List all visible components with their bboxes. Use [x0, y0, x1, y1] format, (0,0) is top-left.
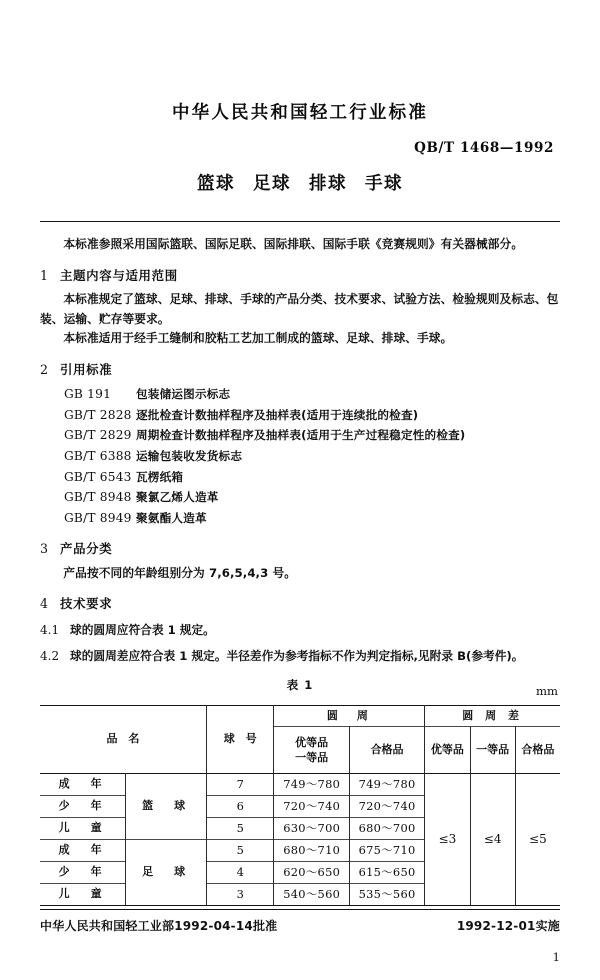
section-number-1: 1 — [40, 267, 49, 283]
reference-code: GB/T 2829 — [64, 428, 132, 443]
cell-diff-premium: ≤3 — [425, 773, 470, 905]
cell-circ-premium: 540～560 — [274, 883, 349, 905]
table-unit-label: mm — [536, 684, 558, 699]
clause-4-1 — [40, 621, 560, 640]
cell-circ-qualified: 680～700 — [349, 817, 424, 839]
reference-title: 瓦楞纸箱 — [136, 469, 184, 484]
cell-age-group: 少 年 — [40, 861, 126, 883]
reference-title: 周期检查计数抽样程序及抽样表(适用于生产过程稳定性的检查) — [136, 428, 466, 443]
reference-code: GB/T 6543 — [64, 469, 132, 484]
standard-number-row — [40, 137, 560, 156]
table-bottom-rule — [40, 905, 560, 906]
section-heading-2 — [40, 360, 560, 380]
header-circ-premium — [274, 726, 349, 773]
reference-title: 逐批检查计数抽样程序及抽样表(适用于连续批的检查) — [136, 407, 419, 422]
header-ball-number: 球 号 — [206, 705, 274, 773]
clause-number: 4.1 — [40, 622, 60, 637]
cell-age-group: 少 年 — [40, 795, 126, 817]
table-body — [40, 773, 560, 905]
list-item — [40, 467, 560, 488]
cell-diff-first: ≤4 — [470, 773, 515, 905]
list-item — [40, 487, 560, 508]
header-diff-premium: 优等品 — [425, 726, 470, 773]
reference-code: GB 191 — [64, 387, 112, 402]
cell-circ-premium: 720～740 — [274, 795, 349, 817]
section-number-4: 4 — [40, 596, 49, 612]
header-circ-premium-line2: 一等品 — [295, 750, 329, 764]
reference-code: GB/T 8948 — [64, 490, 132, 505]
section-heading-1 — [40, 266, 560, 286]
approval-statement: 中华人民共和国轻工业部1992-04-14批准 — [40, 919, 278, 933]
list-item — [40, 508, 560, 529]
reference-title: 包装储运图示标志 — [136, 387, 231, 402]
cell-circ-qualified: 615～650 — [349, 861, 424, 883]
cell-circ-premium: 620～650 — [274, 861, 349, 883]
section1-paragraph-2: 本标准适用于经手工缝制和胶粘工艺加工制成的篮球、足球、排球、手球。 — [63, 331, 453, 346]
section3-paragraph-1: 产品按不同的年龄组别分为 7,6,5,4,3 号。 — [63, 565, 297, 580]
header-group-circumference-diff: 圆 周 差 — [425, 705, 560, 726]
reference-code: GB/T 8949 — [64, 510, 132, 525]
reference-code: GB/T 6388 — [64, 449, 132, 464]
table-caption: 表 1 — [286, 677, 314, 692]
title-part-volleyball: 排球 — [309, 174, 347, 195]
list-item — [40, 446, 560, 467]
cell-ball-number: 4 — [206, 861, 274, 883]
header-circ-qualified: 合格品 — [349, 726, 424, 773]
title-part-handball: 手球 — [365, 174, 403, 195]
table-row — [40, 773, 560, 795]
section-heading-4 — [40, 594, 560, 614]
list-item — [40, 384, 560, 405]
table-1-wrapper — [40, 676, 560, 906]
header-group-circumference: 圆 周 — [274, 705, 425, 726]
referenced-standards-list — [40, 384, 560, 528]
intro-paragraph: 本标准参照采用国际篮联、国际足联、国际排联、国际手联《竞赛规则》有关器械部分。 — [63, 237, 524, 252]
cell-diff-qualified: ≤5 — [515, 773, 560, 905]
issuing-body-title: 中华人民共和国轻工行业标准 — [171, 103, 429, 123]
cell-ball-number: 6 — [206, 795, 274, 817]
cell-ball-kind: 足 球 — [126, 839, 207, 905]
cell-circ-premium: 680～710 — [274, 839, 349, 861]
cell-age-group: 成 年 — [40, 839, 126, 861]
cell-ball-number: 5 — [206, 817, 274, 839]
masthead — [40, 0, 560, 195]
cell-age-group: 成 年 — [40, 773, 126, 795]
section1-paragraph-1: 本标准规定了篮球、足球、排球、手球的产品分类、技术要求、试验方法、检验规则及标志、包装、运输、贮存等要求。 — [40, 292, 559, 326]
header-product-name: 品 名 — [40, 705, 206, 773]
cell-circ-premium: 749～780 — [274, 773, 349, 795]
specification-table — [40, 705, 560, 905]
document-title — [40, 170, 560, 195]
cell-circ-qualified: 535～560 — [349, 883, 424, 905]
document-body — [40, 235, 560, 906]
implementation-date: 1992-12-01实施 — [456, 919, 560, 933]
clause-text: 球的圆周差应符合表 1 规定。半径差作为参考指标不作为判定指标,见附录 B(参考件)。 — [70, 648, 524, 663]
clause-text: 球的圆周应符合表 1 规定。 — [70, 622, 215, 637]
footer-row — [40, 917, 560, 934]
cell-ball-number: 5 — [206, 839, 274, 861]
section-number-3: 3 — [40, 541, 49, 557]
section-title-2: 引用标准 — [60, 361, 113, 377]
cell-ball-number: 7 — [206, 773, 274, 795]
list-item — [40, 405, 560, 426]
section-title-4: 技术要求 — [60, 596, 113, 612]
reference-code: GB/T 2828 — [64, 407, 132, 422]
header-diff-qualified: 合格品 — [515, 726, 560, 773]
cell-circ-qualified: 720～740 — [349, 795, 424, 817]
cell-circ-qualified: 675～710 — [349, 839, 424, 861]
header-diff-first: 一等品 — [470, 726, 515, 773]
table-header-row-groups — [40, 705, 560, 726]
cell-ball-kind: 篮 球 — [126, 773, 207, 839]
header-circ-premium-line1: 优等品 — [295, 735, 329, 749]
page-footer — [40, 909, 560, 934]
section-heading-3 — [40, 539, 560, 559]
cell-age-group: 儿 童 — [40, 883, 126, 905]
table-head — [40, 705, 560, 773]
reference-title: 聚氯乙烯人造革 — [136, 490, 219, 505]
masthead-divider — [40, 221, 560, 222]
section-number-2: 2 — [40, 361, 49, 377]
cell-age-group: 儿 童 — [40, 817, 126, 839]
clause-4-2 — [40, 647, 560, 666]
cell-circ-premium: 630～700 — [274, 817, 349, 839]
section-title-1: 主题内容与适用范围 — [60, 267, 178, 283]
clause-number: 4.2 — [40, 648, 60, 663]
reference-title: 聚氨酯人造革 — [136, 510, 207, 525]
list-item — [40, 425, 560, 446]
cell-ball-number: 3 — [206, 883, 274, 905]
reference-title: 运输包装收发货标志 — [136, 449, 243, 464]
cell-circ-qualified: 749～780 — [349, 773, 424, 795]
standard-number: QB/T 1468—1992 — [414, 140, 554, 157]
footer-divider — [40, 909, 560, 910]
section-title-3: 产品分类 — [60, 541, 113, 557]
title-part-football: 足球 — [253, 174, 291, 195]
title-part-basketball: 篮球 — [197, 174, 235, 195]
page-number: 1 — [552, 950, 560, 964]
